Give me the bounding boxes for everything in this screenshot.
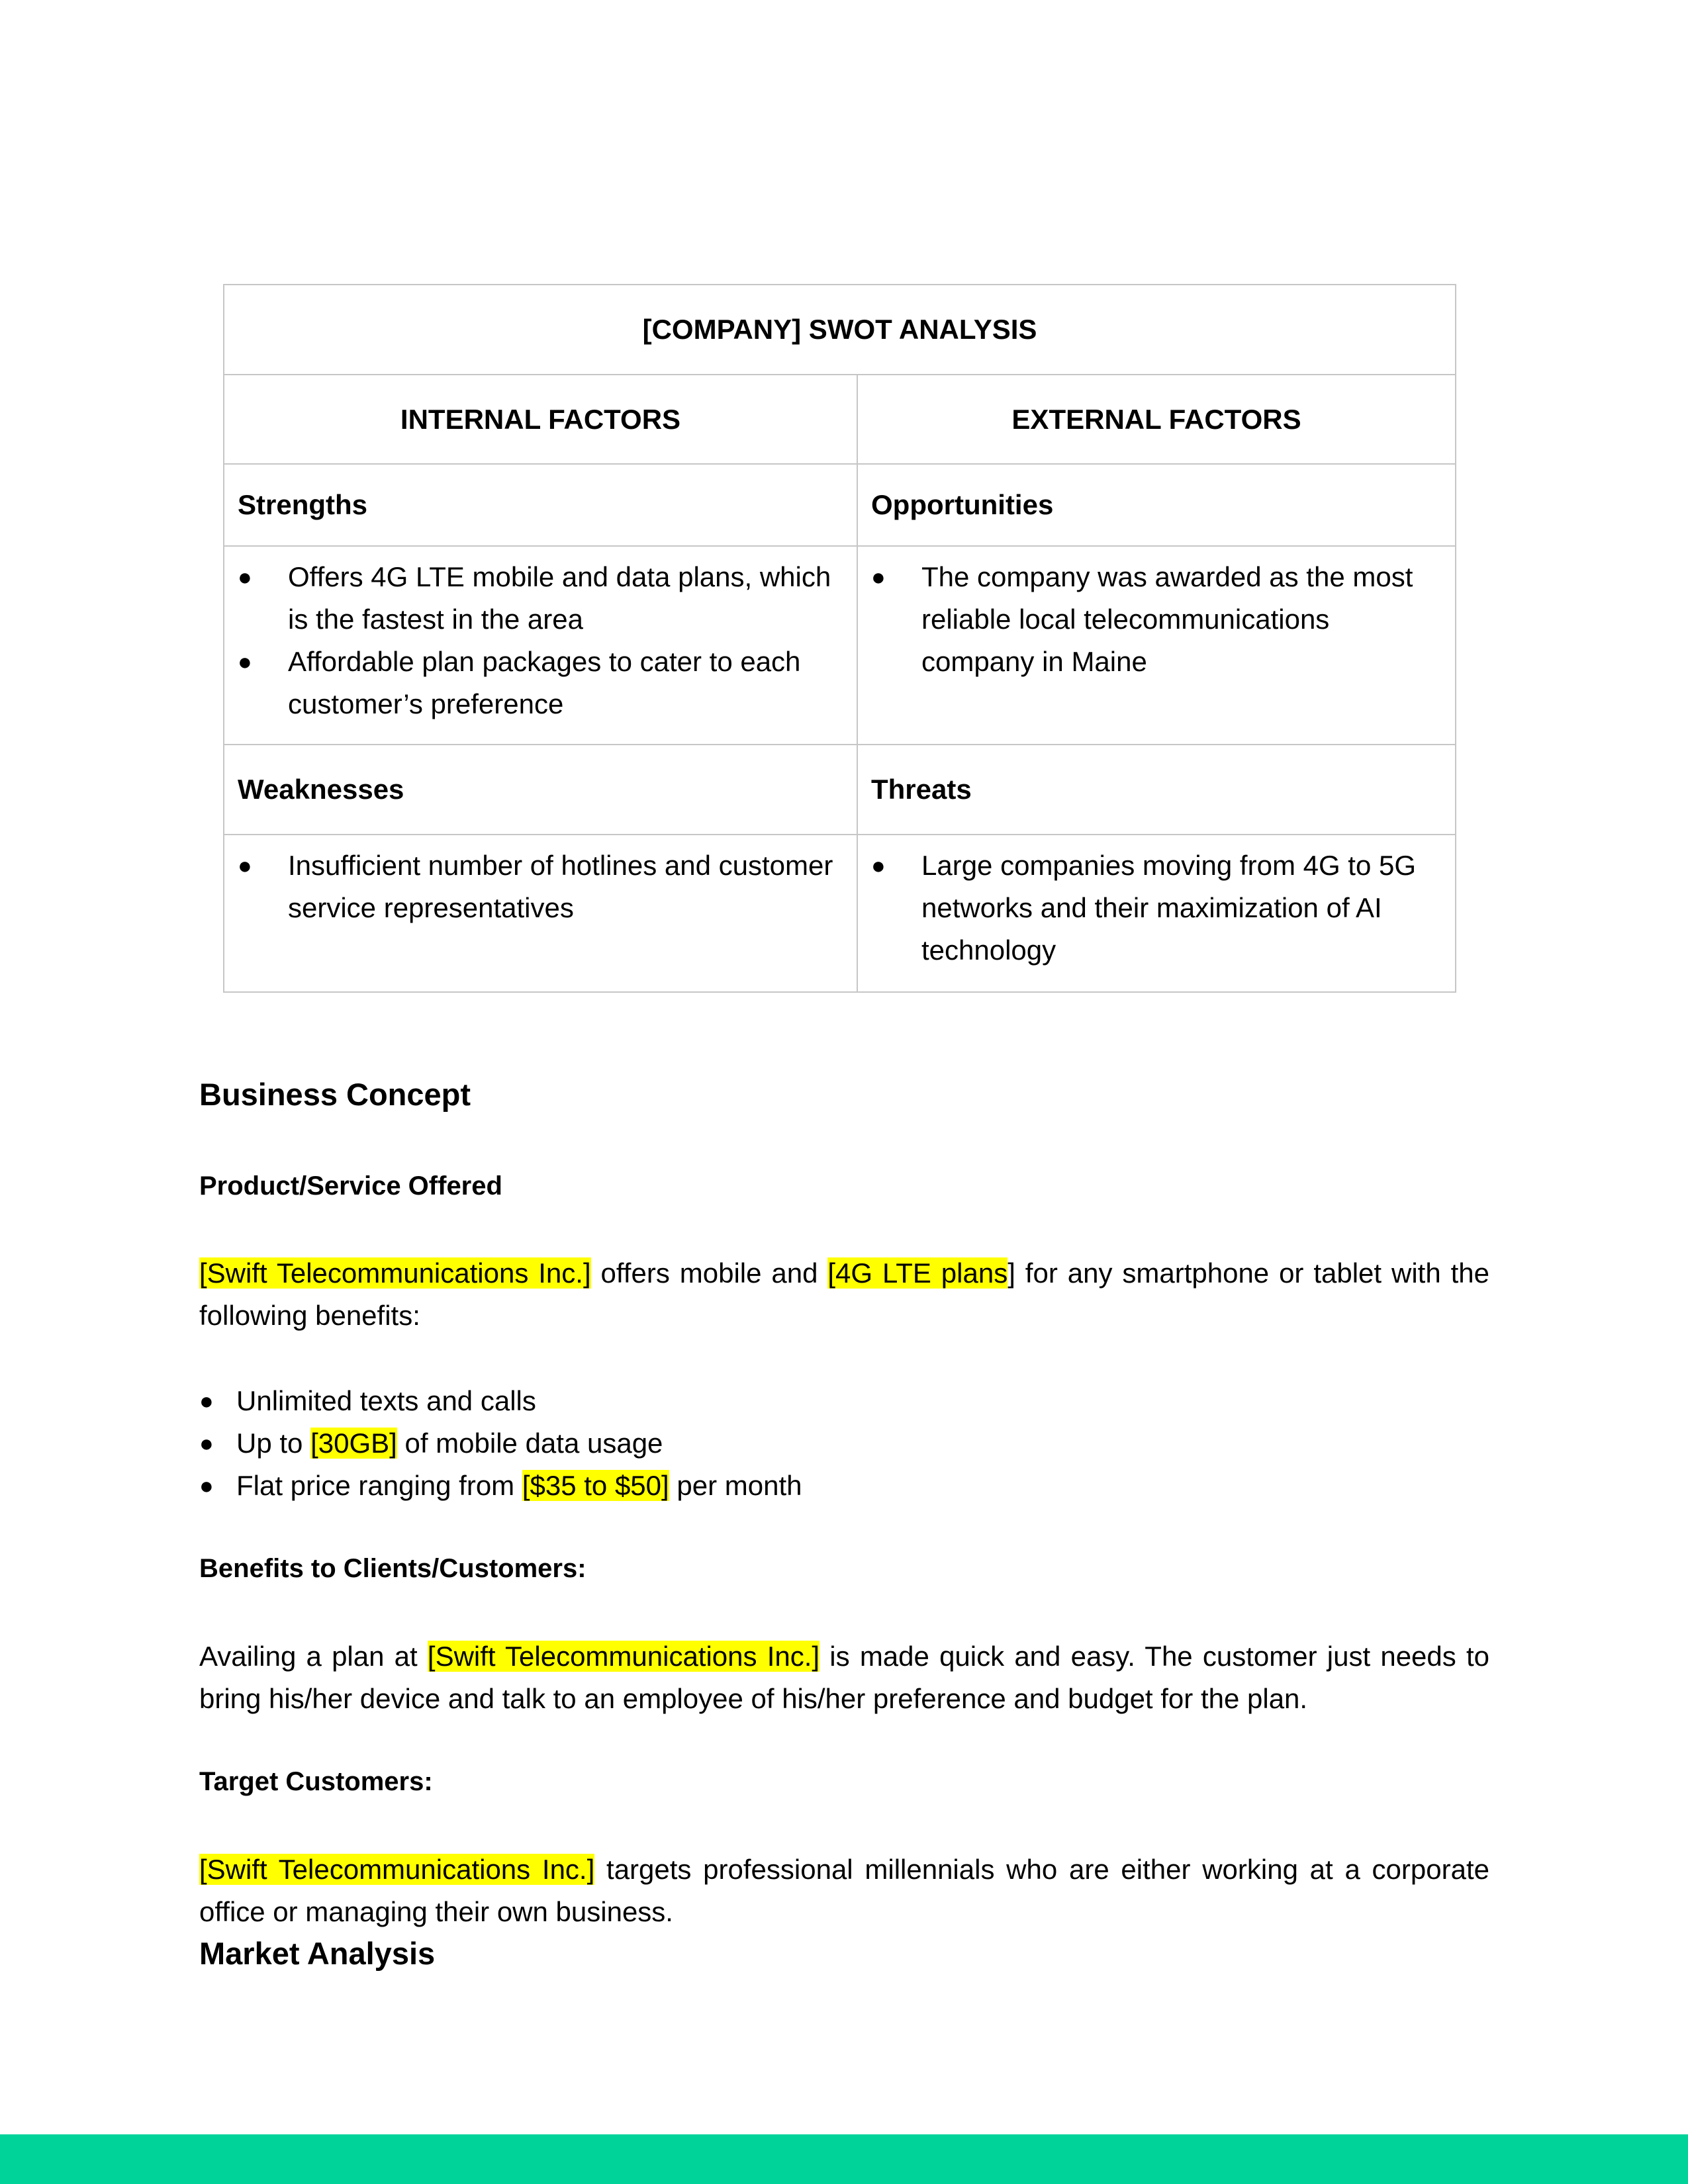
clients-paragraph: [199, 1635, 1489, 1720]
internal-factors-header: INTERNAL FACTORS: [224, 375, 857, 464]
benefit-text: Unlimited texts and calls: [236, 1385, 536, 1416]
opportunities-list: [871, 556, 1442, 683]
swot-label-row-1: [224, 464, 1456, 546]
product-text-2: ] for any smartphone or tablet with the following benefits:: [199, 1257, 1489, 1331]
company-name-highlight: [Swift Telecommunications Inc.]: [199, 1257, 591, 1289]
swot-title: [COMPANY] SWOT ANALYSIS: [224, 285, 1456, 375]
swot-title-row: [224, 285, 1456, 375]
benefit-text: per month: [669, 1470, 802, 1501]
strength-item: ● Offers 4G LTE mobile and data plans, which is the fastest in the area: [238, 556, 843, 641]
swot-bullets-row-1: [224, 546, 1456, 745]
weaknesses-list: [238, 844, 843, 929]
swot-bullets-row-2: [224, 835, 1456, 992]
benefit-item: [199, 1465, 802, 1507]
target-customers-heading: Target Customers:: [199, 1767, 433, 1796]
price-range-highlight: [$35 to $50]: [522, 1470, 669, 1501]
swot-label-row-2: [224, 745, 1456, 835]
benefits-list: [199, 1380, 802, 1507]
company-name-highlight: [Swift Telecommunications Inc.]: [427, 1641, 820, 1672]
weaknesses-cell: [224, 835, 857, 992]
data-cap-highlight: [30GB]: [310, 1428, 397, 1459]
opportunities-label: Opportunities: [857, 464, 1456, 546]
strengths-list: [238, 556, 843, 725]
strengths-cell: [224, 546, 857, 745]
opportunities-cell: [857, 546, 1456, 745]
weaknesses-label: Weaknesses: [224, 745, 857, 835]
external-factors-header: EXTERNAL FACTORS: [857, 375, 1456, 464]
threat-item: ● Large companies moving from 4G to 5G networks and their maximization of AI technology: [871, 844, 1442, 972]
benefit-text: of mobile data usage: [397, 1428, 663, 1459]
benefit-text: Up to: [236, 1428, 311, 1459]
target-paragraph: [199, 1848, 1489, 1933]
plan-highlight: [4G LTE plans: [827, 1257, 1008, 1289]
product-text-1: offers mobile and: [590, 1257, 828, 1289]
strengths-label: Strengths: [224, 464, 857, 546]
opportunity-item: ● The company was awarded as the most reliable local telecommunications company in Maine: [871, 556, 1442, 683]
product-paragraph: [199, 1252, 1489, 1337]
clients-text-pre: Availing a plan at: [199, 1641, 428, 1672]
benefit-item: [199, 1422, 802, 1465]
footer-bar: [0, 2134, 1688, 2184]
business-concept-heading: Business Concept: [199, 1077, 471, 1112]
swot-table: [223, 284, 1456, 993]
threats-label: Threats: [857, 745, 1456, 835]
benefit-text: Flat price ranging from: [236, 1470, 522, 1501]
threats-cell: [857, 835, 1456, 992]
clients-text-post: is made quick and easy. The customer just needs to bring his/her device and talk to an employee of his/her preference and budget for the plan.: [199, 1641, 1489, 1714]
benefits-clients-heading: Benefits to Clients/Customers:: [199, 1554, 586, 1583]
product-service-heading: Product/Service Offered: [199, 1171, 502, 1201]
strength-item: ● Affordable plan packages to cater to each customer’s preference: [238, 641, 843, 725]
market-analysis-heading: Market Analysis: [199, 1936, 436, 1971]
weakness-item: ● Insufficient number of hotlines and customer service representatives: [238, 844, 843, 929]
company-name-highlight: [Swift Telecommunications Inc.]: [199, 1854, 595, 1885]
benefit-item: [199, 1380, 802, 1422]
threats-list: [871, 844, 1442, 972]
target-text: targets professional millennials who are either working at a corporate office or managing their own business.: [199, 1854, 1489, 1927]
swot-factors-row: [224, 375, 1456, 464]
